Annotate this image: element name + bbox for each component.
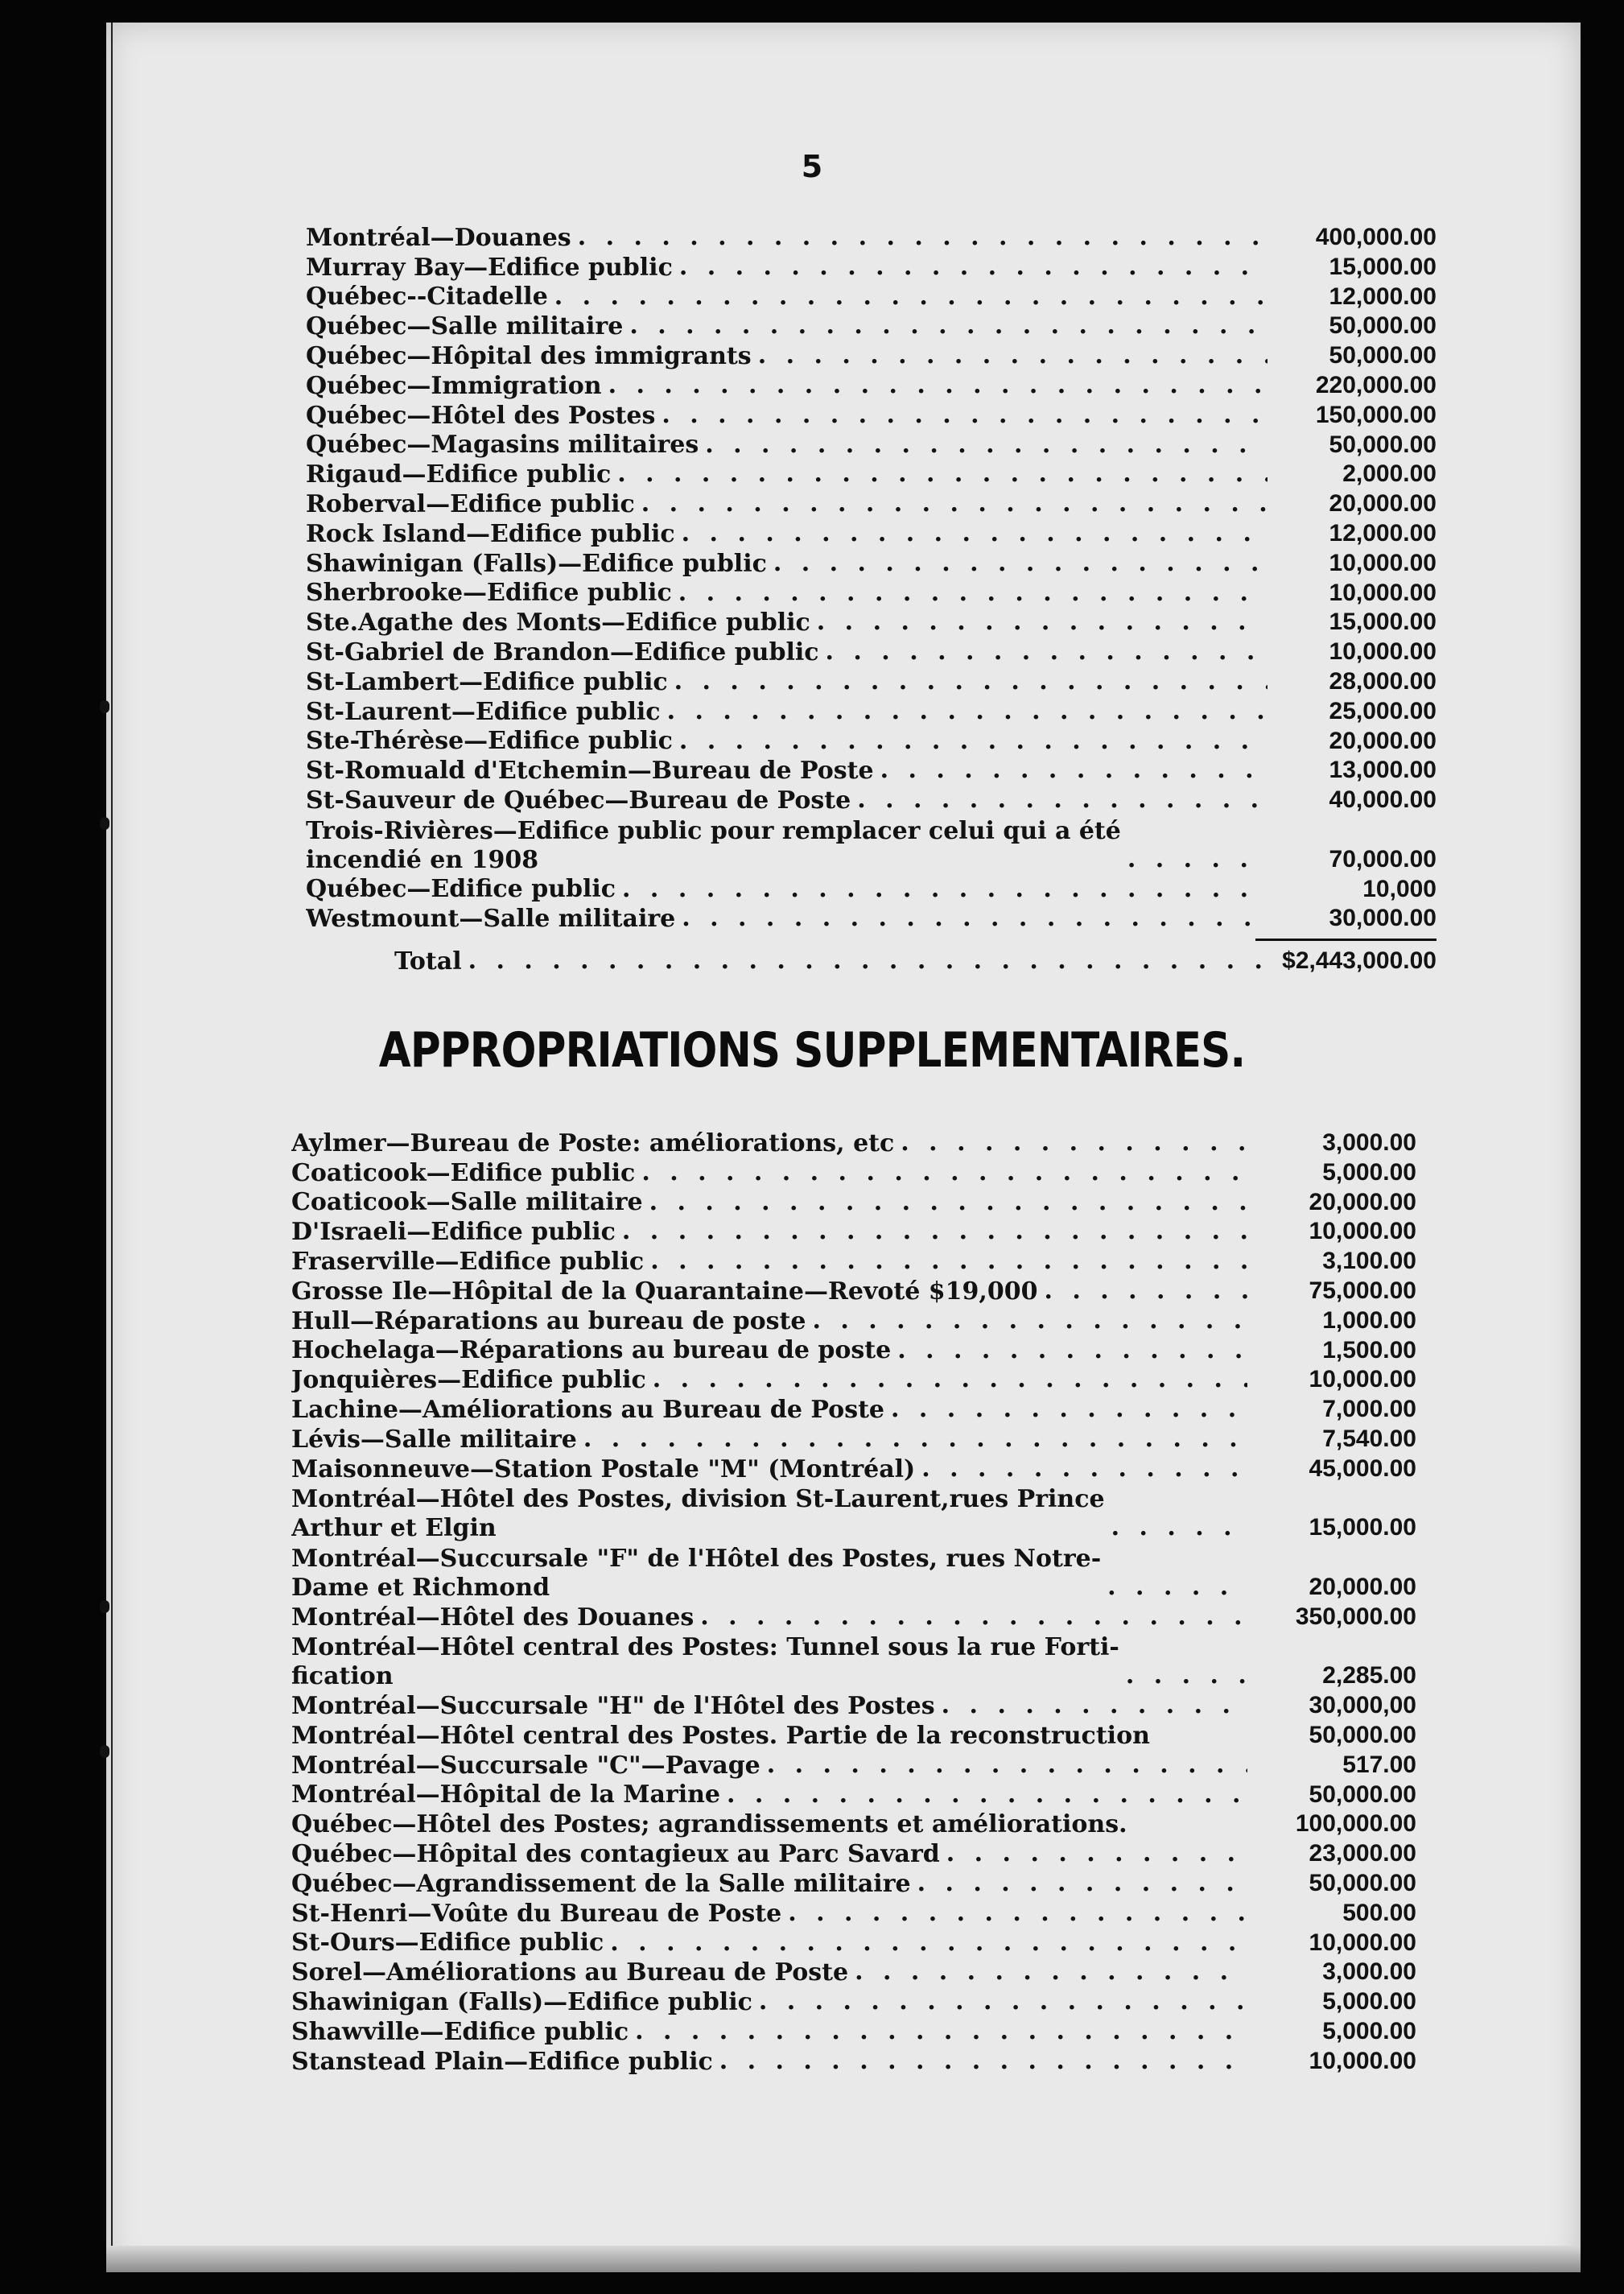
- dot-leader: [644, 1247, 1247, 1277]
- list-item: [306, 223, 1436, 253]
- list-item: [291, 1869, 1416, 1899]
- item-description: Trois-Rivières—Edifice public pour remplacer celui qui a été incendié en 1908: [306, 816, 1121, 874]
- list-item: [291, 1780, 1416, 1810]
- list-item: [306, 549, 1436, 579]
- item-description-cell: [306, 549, 1267, 579]
- dot-leader: [629, 2017, 1247, 2047]
- list-item: [291, 2017, 1416, 2047]
- item-amount: 10,000.00: [1309, 1929, 1416, 1956]
- list-item: [306, 667, 1436, 697]
- item-description-cell: [306, 283, 1267, 312]
- item-amount: 28,000.00: [1329, 667, 1436, 695]
- list-item: [291, 1454, 1416, 1484]
- item-amount: 3,000.00: [1322, 1958, 1416, 1986]
- item-description-cell: [291, 1780, 1247, 1810]
- item-description: St-Ours—Edifice public: [291, 1929, 604, 1958]
- item-description: Québec—Immigration: [306, 371, 602, 400]
- item-description-cell: [291, 1485, 1247, 1543]
- item-description-cell: [306, 756, 1267, 786]
- dot-leader: [635, 1158, 1247, 1188]
- total-rule-row: [306, 934, 1436, 947]
- list-item: [291, 1543, 1416, 1603]
- dot-leader: [935, 1691, 1247, 1721]
- dot-leader: [604, 1929, 1247, 1958]
- item-description: Murray Bay—Edifice public: [306, 253, 673, 282]
- item-description-cell: [291, 1425, 1247, 1454]
- item-description-cell: [291, 1188, 1247, 1218]
- item-amount: 150,000.00: [1315, 401, 1436, 428]
- item-description: D'Israeli—Edifice public: [291, 1218, 616, 1247]
- item-description-cell: [291, 1277, 1247, 1306]
- item-description: Québec—Hôpital des immigrants: [306, 341, 752, 370]
- item-description: Montréal—Hôtel central des Postes. Partie de la reconstruction: [291, 1721, 1150, 1750]
- item-description-cell: [306, 341, 1267, 371]
- item-description: St-Henri—Voûte du Bureau de Poste: [291, 1899, 782, 1928]
- dot-leader: [713, 2047, 1247, 2077]
- item-description-cell: [306, 371, 1267, 401]
- item-description: Montréal—Succursale "C"—Pavage: [291, 1751, 760, 1780]
- item-amount: 23,000.00: [1309, 1840, 1416, 1867]
- item-description-cell: [291, 1128, 1247, 1158]
- dot-leader: [806, 1306, 1247, 1336]
- dot-leader: [577, 1425, 1247, 1454]
- item-description-cell: [291, 1365, 1247, 1395]
- list-item: [291, 1217, 1416, 1247]
- item-amount: 10,000: [1362, 875, 1436, 902]
- item-description-cell: [306, 460, 1267, 489]
- dot-leader: [635, 489, 1267, 519]
- item-amount: 10,000.00: [1309, 1366, 1416, 1393]
- list-item: [291, 1188, 1416, 1218]
- item-description-cell: [306, 519, 1267, 549]
- dot-leader: [571, 223, 1267, 253]
- item-amount: 12,000.00: [1329, 519, 1436, 547]
- item-description: Hochelaga—Réparations au bureau de poste: [291, 1336, 892, 1365]
- item-description-cell: [306, 223, 1267, 253]
- dot-leader: [752, 341, 1267, 371]
- item-amount: 15,000.00: [1329, 609, 1436, 636]
- item-description-cell: [291, 1929, 1247, 1958]
- item-amount: 100,000.00: [1295, 1810, 1416, 1838]
- item-description-cell: [291, 1839, 1247, 1869]
- list-item: [291, 1484, 1416, 1544]
- dot-leader: [616, 875, 1267, 905]
- list-item: [291, 1721, 1416, 1751]
- item-description-cell: [306, 727, 1267, 757]
- item-description-cell: [306, 875, 1267, 905]
- item-description: Grosse Ile—Hôpital de la Quarantaine—Revoté $19,000: [291, 1277, 1038, 1306]
- dot-leader: [675, 904, 1267, 934]
- list-item: [306, 756, 1436, 786]
- item-description-cell: [306, 312, 1267, 341]
- dot-leader: [760, 1751, 1247, 1780]
- item-description-cell: [291, 1810, 1247, 1839]
- item-description-cell: [291, 1987, 1247, 2017]
- item-description-cell: [291, 1958, 1247, 1987]
- item-description-cell: [306, 431, 1267, 460]
- list-item: [291, 1899, 1416, 1929]
- dot-leader: [699, 431, 1267, 460]
- item-description: Roberval—Edifice public: [306, 489, 635, 518]
- item-description: Montréal—Hôtel central des Postes: Tunnel sous la rue Forti- fication: [291, 1633, 1119, 1691]
- list-item: [306, 697, 1436, 727]
- total-label: Total: [394, 947, 462, 976]
- item-description: St-Romuald d'Etchemin—Bureau de Poste: [306, 757, 874, 786]
- item-description: Québec—Hôtel des Postes: [306, 401, 656, 430]
- supplementary-appropriations-list: [291, 1128, 1416, 2077]
- item-amount: 7,540.00: [1322, 1425, 1416, 1452]
- list-item: [306, 608, 1436, 637]
- item-description: Québec—Hôtel des Postes; agrandissements et améliorations.: [291, 1810, 1127, 1839]
- item-description: Montréal—Hôpital de la Marine: [291, 1780, 721, 1809]
- item-description-cell: [306, 817, 1267, 875]
- item-amount: 20,000.00: [1309, 1188, 1416, 1215]
- item-description: Montréal—Douanes: [306, 223, 571, 252]
- item-description-cell: [291, 1395, 1247, 1425]
- item-amount: 30,000.00: [1329, 905, 1436, 932]
- dot-leader: [694, 1603, 1247, 1632]
- dot-leader: [911, 1869, 1247, 1899]
- list-item: [291, 1158, 1416, 1188]
- item-amount: 220,000.00: [1315, 371, 1436, 398]
- item-description: St-Laurent—Edifice public: [306, 697, 661, 726]
- item-amount: 50,000.00: [1309, 1721, 1416, 1748]
- item-description-cell: [291, 1869, 1247, 1899]
- list-item: [306, 341, 1436, 371]
- dot-leader: [848, 1958, 1247, 1987]
- item-description-cell: [291, 1158, 1247, 1188]
- item-amount: 20,000.00: [1309, 1573, 1416, 1600]
- appropriations-list: [306, 223, 1436, 976]
- item-description-cell: [306, 786, 1267, 815]
- list-item: [306, 401, 1436, 431]
- dot-leader: [915, 1454, 1247, 1484]
- item-amount: 75,000.00: [1309, 1277, 1416, 1304]
- list-item: [291, 1751, 1416, 1780]
- binding-mark: [100, 700, 109, 713]
- item-description: Coaticook—Salle militaire: [291, 1188, 643, 1217]
- dot-leader: [623, 312, 1267, 341]
- dot-leader: [675, 519, 1267, 549]
- binding-mark: [100, 1745, 109, 1758]
- page-bottom-edge: [106, 2246, 1581, 2272]
- item-amount: 10,000.00: [1309, 1218, 1416, 1245]
- dot-leader: [661, 697, 1267, 727]
- list-item: [306, 727, 1436, 757]
- item-description: Montréal—Hôtel des Postes, division St-Laurent,rues Prince Arthur et Elgin: [291, 1485, 1105, 1543]
- dot-leader: [874, 756, 1267, 786]
- item-amount: 20,000.00: [1329, 727, 1436, 754]
- list-item: [291, 1395, 1416, 1425]
- item-description-cell: [291, 1247, 1247, 1277]
- item-amount: 5,000.00: [1322, 1158, 1416, 1186]
- item-description: Rigaud—Edifice public: [306, 460, 612, 489]
- item-description: Aylmer—Bureau de Poste: améliorations, etc: [291, 1128, 895, 1157]
- dot-leader: [1037, 1277, 1247, 1306]
- dot-leader: [940, 1839, 1247, 1869]
- list-item: [291, 1987, 1416, 2017]
- list-item: [306, 904, 1436, 934]
- item-description-cell: [306, 489, 1267, 519]
- item-amount: 1,000.00: [1322, 1306, 1416, 1334]
- item-description: Lachine—Améliorations au Bureau de Poste: [291, 1395, 885, 1424]
- dot-leader: [668, 667, 1267, 697]
- item-description: Sorel—Améliorations au Bureau de Poste: [291, 1958, 849, 1987]
- dot-leader: [602, 371, 1267, 401]
- item-description: Montréal—Hôtel des Douanes: [291, 1603, 695, 1632]
- dot-leader: [462, 947, 1267, 976]
- item-amount: 30,000,00: [1309, 1692, 1416, 1719]
- item-amount: 2,000.00: [1342, 460, 1436, 488]
- item-amount: 7,000.00: [1322, 1396, 1416, 1423]
- item-description-cell: [291, 1545, 1247, 1603]
- list-item: [291, 2047, 1416, 2077]
- item-description: Montréal—Succursale "H" de l'Hôtel des Postes: [291, 1691, 935, 1720]
- dot-leader: [767, 549, 1267, 579]
- item-amount: 50,000.00: [1329, 342, 1436, 369]
- dot-leader: [851, 786, 1267, 815]
- item-amount: 3,000.00: [1322, 1129, 1416, 1156]
- binding-mark: [100, 1600, 109, 1613]
- item-description: St-Sauveur de Québec—Bureau de Poste: [306, 786, 851, 815]
- list-item: [306, 312, 1436, 341]
- item-description: Ste.Agathe des Monts—Edifice public: [306, 609, 810, 637]
- list-item: [306, 519, 1436, 549]
- item-description-cell: [291, 1217, 1247, 1247]
- item-description-cell: [291, 1603, 1247, 1632]
- item-description: Ste-Thérèse—Edifice public: [306, 727, 673, 756]
- item-description-cell: [306, 579, 1267, 609]
- dot-leader: [810, 608, 1267, 637]
- item-amount: 25,000.00: [1329, 697, 1436, 724]
- item-amount: 20,000.00: [1329, 490, 1436, 518]
- dot-leader: [1119, 1661, 1247, 1691]
- dot-leader: [616, 1217, 1247, 1247]
- item-amount: 3,100.00: [1322, 1248, 1416, 1275]
- item-description: Lévis—Salle militaire: [291, 1425, 577, 1454]
- dot-leader: [894, 1128, 1247, 1158]
- item-amount: 517.00: [1342, 1751, 1416, 1778]
- item-description: St-Gabriel de Brandon—Edifice public: [306, 637, 819, 666]
- item-amount: 400,000.00: [1315, 224, 1436, 250]
- dot-leader: [1105, 1513, 1247, 1543]
- item-description: Québec—Hôpital des contagieux au Parc Savard: [291, 1839, 940, 1868]
- list-item: [291, 1336, 1416, 1366]
- list-item: [291, 1809, 1416, 1839]
- list-item: [291, 1425, 1416, 1454]
- item-amount: 15,000.00: [1329, 253, 1436, 280]
- list-item: [306, 875, 1436, 905]
- item-amount: 13,000.00: [1329, 757, 1436, 784]
- list-item: [291, 1247, 1416, 1277]
- item-description: Québec—Magasins militaires: [306, 431, 699, 460]
- item-amount: 500.00: [1342, 1899, 1416, 1926]
- item-amount: 50,000.00: [1329, 431, 1436, 458]
- dot-leader: [673, 727, 1267, 757]
- item-description: Montréal—Succursale "F" de l'Hôtel des Postes, rues Notre- Dame et Richmond: [291, 1544, 1102, 1602]
- dot-leader: [548, 283, 1267, 312]
- list-item: [291, 1277, 1416, 1306]
- dot-leader: [646, 1365, 1247, 1395]
- list-item: [306, 489, 1436, 519]
- dot-leader: [1101, 1573, 1247, 1603]
- list-item: [306, 460, 1436, 489]
- list-item: [306, 283, 1436, 312]
- item-amount: 2,285.00: [1322, 1662, 1416, 1690]
- item-description: Québec—Agrandissement de la Salle militaire: [291, 1869, 911, 1898]
- item-amount: 1,500.00: [1322, 1336, 1416, 1364]
- item-amount: 45,000.00: [1309, 1454, 1416, 1482]
- dot-leader: [884, 1395, 1247, 1425]
- binding-mark: [100, 817, 109, 830]
- dot-leader: [819, 637, 1267, 667]
- item-description-cell: [291, 1691, 1247, 1721]
- total-rule: [1255, 939, 1436, 941]
- dot-leader: [611, 460, 1267, 489]
- item-description-cell: [291, 1454, 1247, 1484]
- item-description: Sherbrooke—Edifice public: [306, 579, 672, 608]
- item-description: Hull—Réparations au bureau de poste: [291, 1306, 806, 1335]
- dot-leader: [1121, 845, 1267, 875]
- item-description: Québec—Edifice public: [306, 875, 616, 904]
- item-amount: 70,000.00: [1329, 845, 1436, 873]
- item-amount: 12,000.00: [1329, 283, 1436, 310]
- list-item: [306, 786, 1436, 815]
- item-description-cell: [306, 637, 1267, 667]
- item-description-cell: [291, 1633, 1247, 1691]
- dot-leader: [781, 1899, 1247, 1929]
- list-item: [306, 253, 1436, 283]
- item-description: Fraserville—Edifice public: [291, 1247, 645, 1276]
- list-item: [306, 815, 1436, 875]
- list-item: [291, 1929, 1416, 1958]
- list-item: [306, 371, 1436, 401]
- item-description-cell: [291, 1306, 1247, 1336]
- item-description: Coaticook—Edifice public: [291, 1158, 636, 1187]
- list-item: [291, 1632, 1416, 1692]
- list-item: [291, 1691, 1416, 1721]
- item-amount: 5,000.00: [1322, 1988, 1416, 2016]
- item-description: St-Lambert—Edifice public: [306, 667, 668, 696]
- item-description-cell: [306, 608, 1267, 637]
- item-description: Québec—Salle militaire: [306, 312, 624, 341]
- item-amount: 40,000.00: [1329, 786, 1436, 814]
- dot-leader: [720, 1780, 1247, 1810]
- item-description: Maisonneuve—Station Postale "M" (Montréal): [291, 1454, 916, 1483]
- item-description: Québec--Citadelle: [306, 283, 548, 312]
- item-description-cell: [291, 1722, 1247, 1751]
- item-amount: 350,000.00: [1295, 1603, 1416, 1630]
- item-description-cell: [291, 1336, 1247, 1366]
- dot-leader: [752, 1987, 1247, 2017]
- list-item: [306, 431, 1436, 460]
- list-item: [291, 1839, 1416, 1869]
- dot-leader: [643, 1188, 1247, 1218]
- item-description: Shawville—Edifice public: [291, 2017, 629, 2046]
- list-item: [291, 1603, 1416, 1632]
- item-description-cell: [291, 1751, 1247, 1780]
- dot-leader: [655, 401, 1267, 431]
- item-description-cell: [394, 947, 1267, 976]
- section-heading: APPROPRIATIONS SUPPLEMENTAIRES.: [378, 1022, 1246, 1079]
- list-item: [291, 1306, 1416, 1336]
- item-amount: 10,000.00: [1329, 549, 1436, 576]
- total-amount: $2,443,000.00: [1282, 947, 1436, 975]
- item-description-cell: [306, 667, 1267, 697]
- list-item: [291, 1128, 1416, 1158]
- item-description-cell: [306, 697, 1267, 727]
- item-amount: 15,000.00: [1309, 1514, 1416, 1541]
- item-amount: 10,000.00: [1329, 579, 1436, 606]
- item-description-cell: [306, 253, 1267, 283]
- item-description: Westmount—Salle militaire: [306, 905, 676, 934]
- item-description: Shawinigan (Falls)—Edifice public: [306, 549, 767, 578]
- list-item: [291, 1365, 1416, 1395]
- item-description-cell: [291, 1899, 1247, 1929]
- item-description: Jonquières—Edifice public: [291, 1366, 646, 1395]
- dot-leader: [672, 579, 1267, 609]
- item-amount: 10,000.00: [1309, 2047, 1416, 2074]
- page-number: 5: [801, 149, 823, 184]
- dot-leader: [891, 1336, 1247, 1366]
- list-item: [306, 579, 1436, 609]
- item-amount: 10,000.00: [1329, 638, 1436, 666]
- item-description-cell: [291, 2017, 1247, 2047]
- item-description-cell: [306, 401, 1267, 431]
- item-amount: 5,000.00: [1322, 2017, 1416, 2044]
- list-item: [291, 1958, 1416, 1987]
- total-row: [306, 947, 1436, 976]
- dot-leader: [673, 253, 1267, 283]
- item-description: Shawinigan (Falls)—Edifice public: [291, 1987, 752, 2016]
- item-description-cell: [306, 904, 1267, 934]
- page-left-edge: [111, 23, 113, 2272]
- item-description: Stanstead Plain—Edifice public: [291, 2047, 713, 2076]
- item-description-cell: [291, 2047, 1247, 2077]
- item-amount: 50,000.00: [1329, 312, 1436, 340]
- item-amount: 50,000.00: [1309, 1780, 1416, 1808]
- list-item: [306, 637, 1436, 667]
- item-description: Rock Island—Edifice public: [306, 519, 675, 548]
- item-amount: 50,000.00: [1309, 1869, 1416, 1896]
